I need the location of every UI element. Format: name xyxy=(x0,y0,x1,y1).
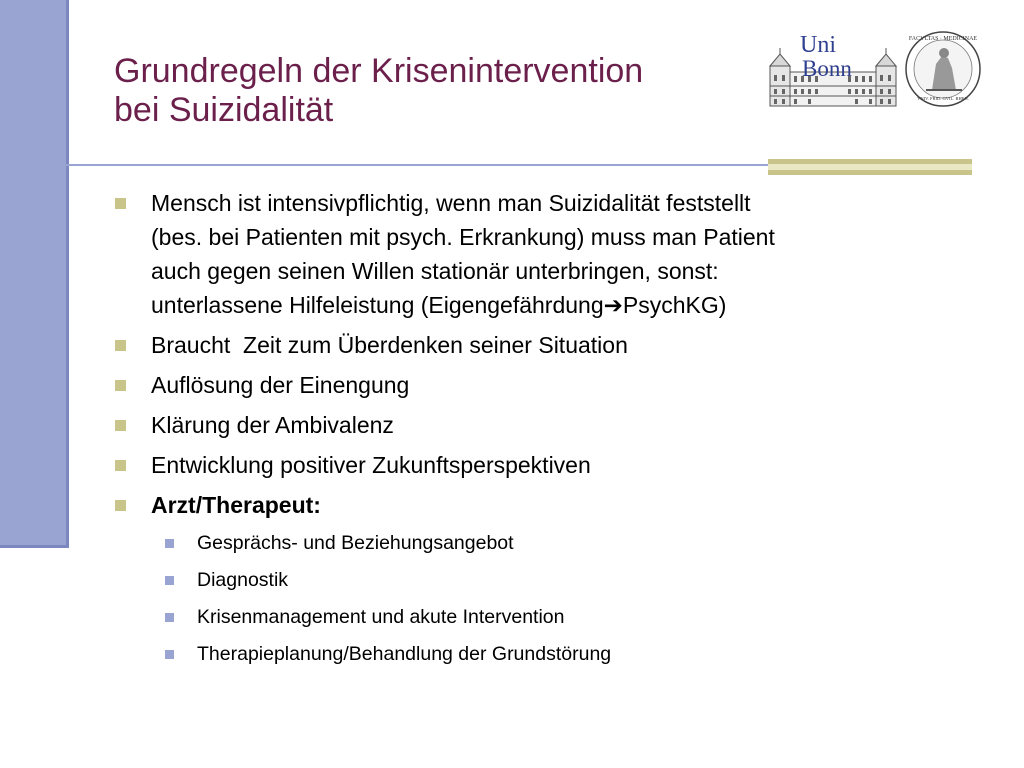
bullet-text-line: (bes. bei Patienten mit psych. Erkrankung) muss man Patient xyxy=(151,224,775,250)
svg-text:Uni: Uni xyxy=(800,32,836,58)
sub-bullet-text: Gesprächs- und Beziehungsangebot xyxy=(197,532,514,554)
sub-bullet-text: Therapieplanung/Behandlung der Grundstörung xyxy=(197,643,612,665)
slide-title xyxy=(114,52,643,130)
sub-bullet-item xyxy=(115,639,975,669)
bullet-text: Braucht Zeit zum Überdenken seiner Situation xyxy=(151,332,628,358)
bullet-text-part: PsychKG) xyxy=(622,292,727,318)
bullet-text-line: Mensch ist intensivpflichtig, wenn man Suizidalität feststellt xyxy=(151,190,751,216)
title-line-1: Grundregeln der Krisenintervention xyxy=(114,52,644,90)
svg-text:FACVLTAS · MEDICINAE: FACVLTAS · MEDICINAE xyxy=(908,36,978,42)
bullet-marker xyxy=(115,340,126,351)
svg-text:VNIV. FRID. GVIL. RHEN.: VNIV. FRID. GVIL. RHEN. xyxy=(917,96,969,101)
bullet-text-line: auch gegen seinen Willen stationär unterbringen, sonst: xyxy=(151,258,719,284)
bullet-item-intensivpflichtig xyxy=(115,186,975,322)
bullet-text: Klärung der Ambivalenz xyxy=(151,412,394,438)
sub-bullet-marker xyxy=(165,650,174,659)
bullet-item-zukunft xyxy=(115,448,975,482)
left-accent-bar-bottom xyxy=(0,545,69,548)
bullet-marker xyxy=(115,198,126,209)
sub-bullet-marker xyxy=(165,539,174,548)
bullet-text: Arzt/Therapeut: xyxy=(151,492,321,518)
bullet-item-arzt-therapeut xyxy=(115,488,975,522)
left-accent-bar xyxy=(0,0,66,548)
title-divider xyxy=(44,164,768,166)
bullet-list xyxy=(115,186,975,676)
bullet-text-line xyxy=(151,288,975,322)
uni-bonn-logo xyxy=(766,28,984,114)
sub-bullet-item xyxy=(115,528,975,558)
divider-accent-bottom xyxy=(768,170,972,175)
bullet-item-zeit xyxy=(115,328,975,362)
svg-text:Bonn: Bonn xyxy=(802,56,852,81)
bullet-text: Auflösung der Einengung xyxy=(151,372,410,398)
left-accent-bar-edge xyxy=(66,0,69,548)
sub-bullet-text: Krisenmanagement und akute Intervention xyxy=(197,606,565,628)
bullet-marker xyxy=(115,420,126,431)
bullet-marker xyxy=(115,380,126,391)
bullet-text: Entwicklung positiver Zukunftsperspektiven xyxy=(151,452,591,478)
sub-bullet-item xyxy=(115,565,975,595)
bullet-marker xyxy=(115,500,126,511)
bullet-item-einengung xyxy=(115,368,975,402)
sub-bullet-marker xyxy=(165,613,174,622)
sub-bullet-marker xyxy=(165,576,174,585)
bullet-item-ambivalenz xyxy=(115,408,975,442)
title-line-2: bei Suizidalität xyxy=(114,91,334,129)
bullet-text-part: unterlassene Hilfeleistung (Eigengefährdung xyxy=(151,292,604,318)
bullet-marker xyxy=(115,460,126,471)
uni-bonn-logo-graphic xyxy=(766,28,984,114)
right-arrow-icon: ➔ xyxy=(603,292,623,318)
sub-bullet-text: Diagnostik xyxy=(197,569,289,591)
sub-bullet-item xyxy=(115,602,975,632)
